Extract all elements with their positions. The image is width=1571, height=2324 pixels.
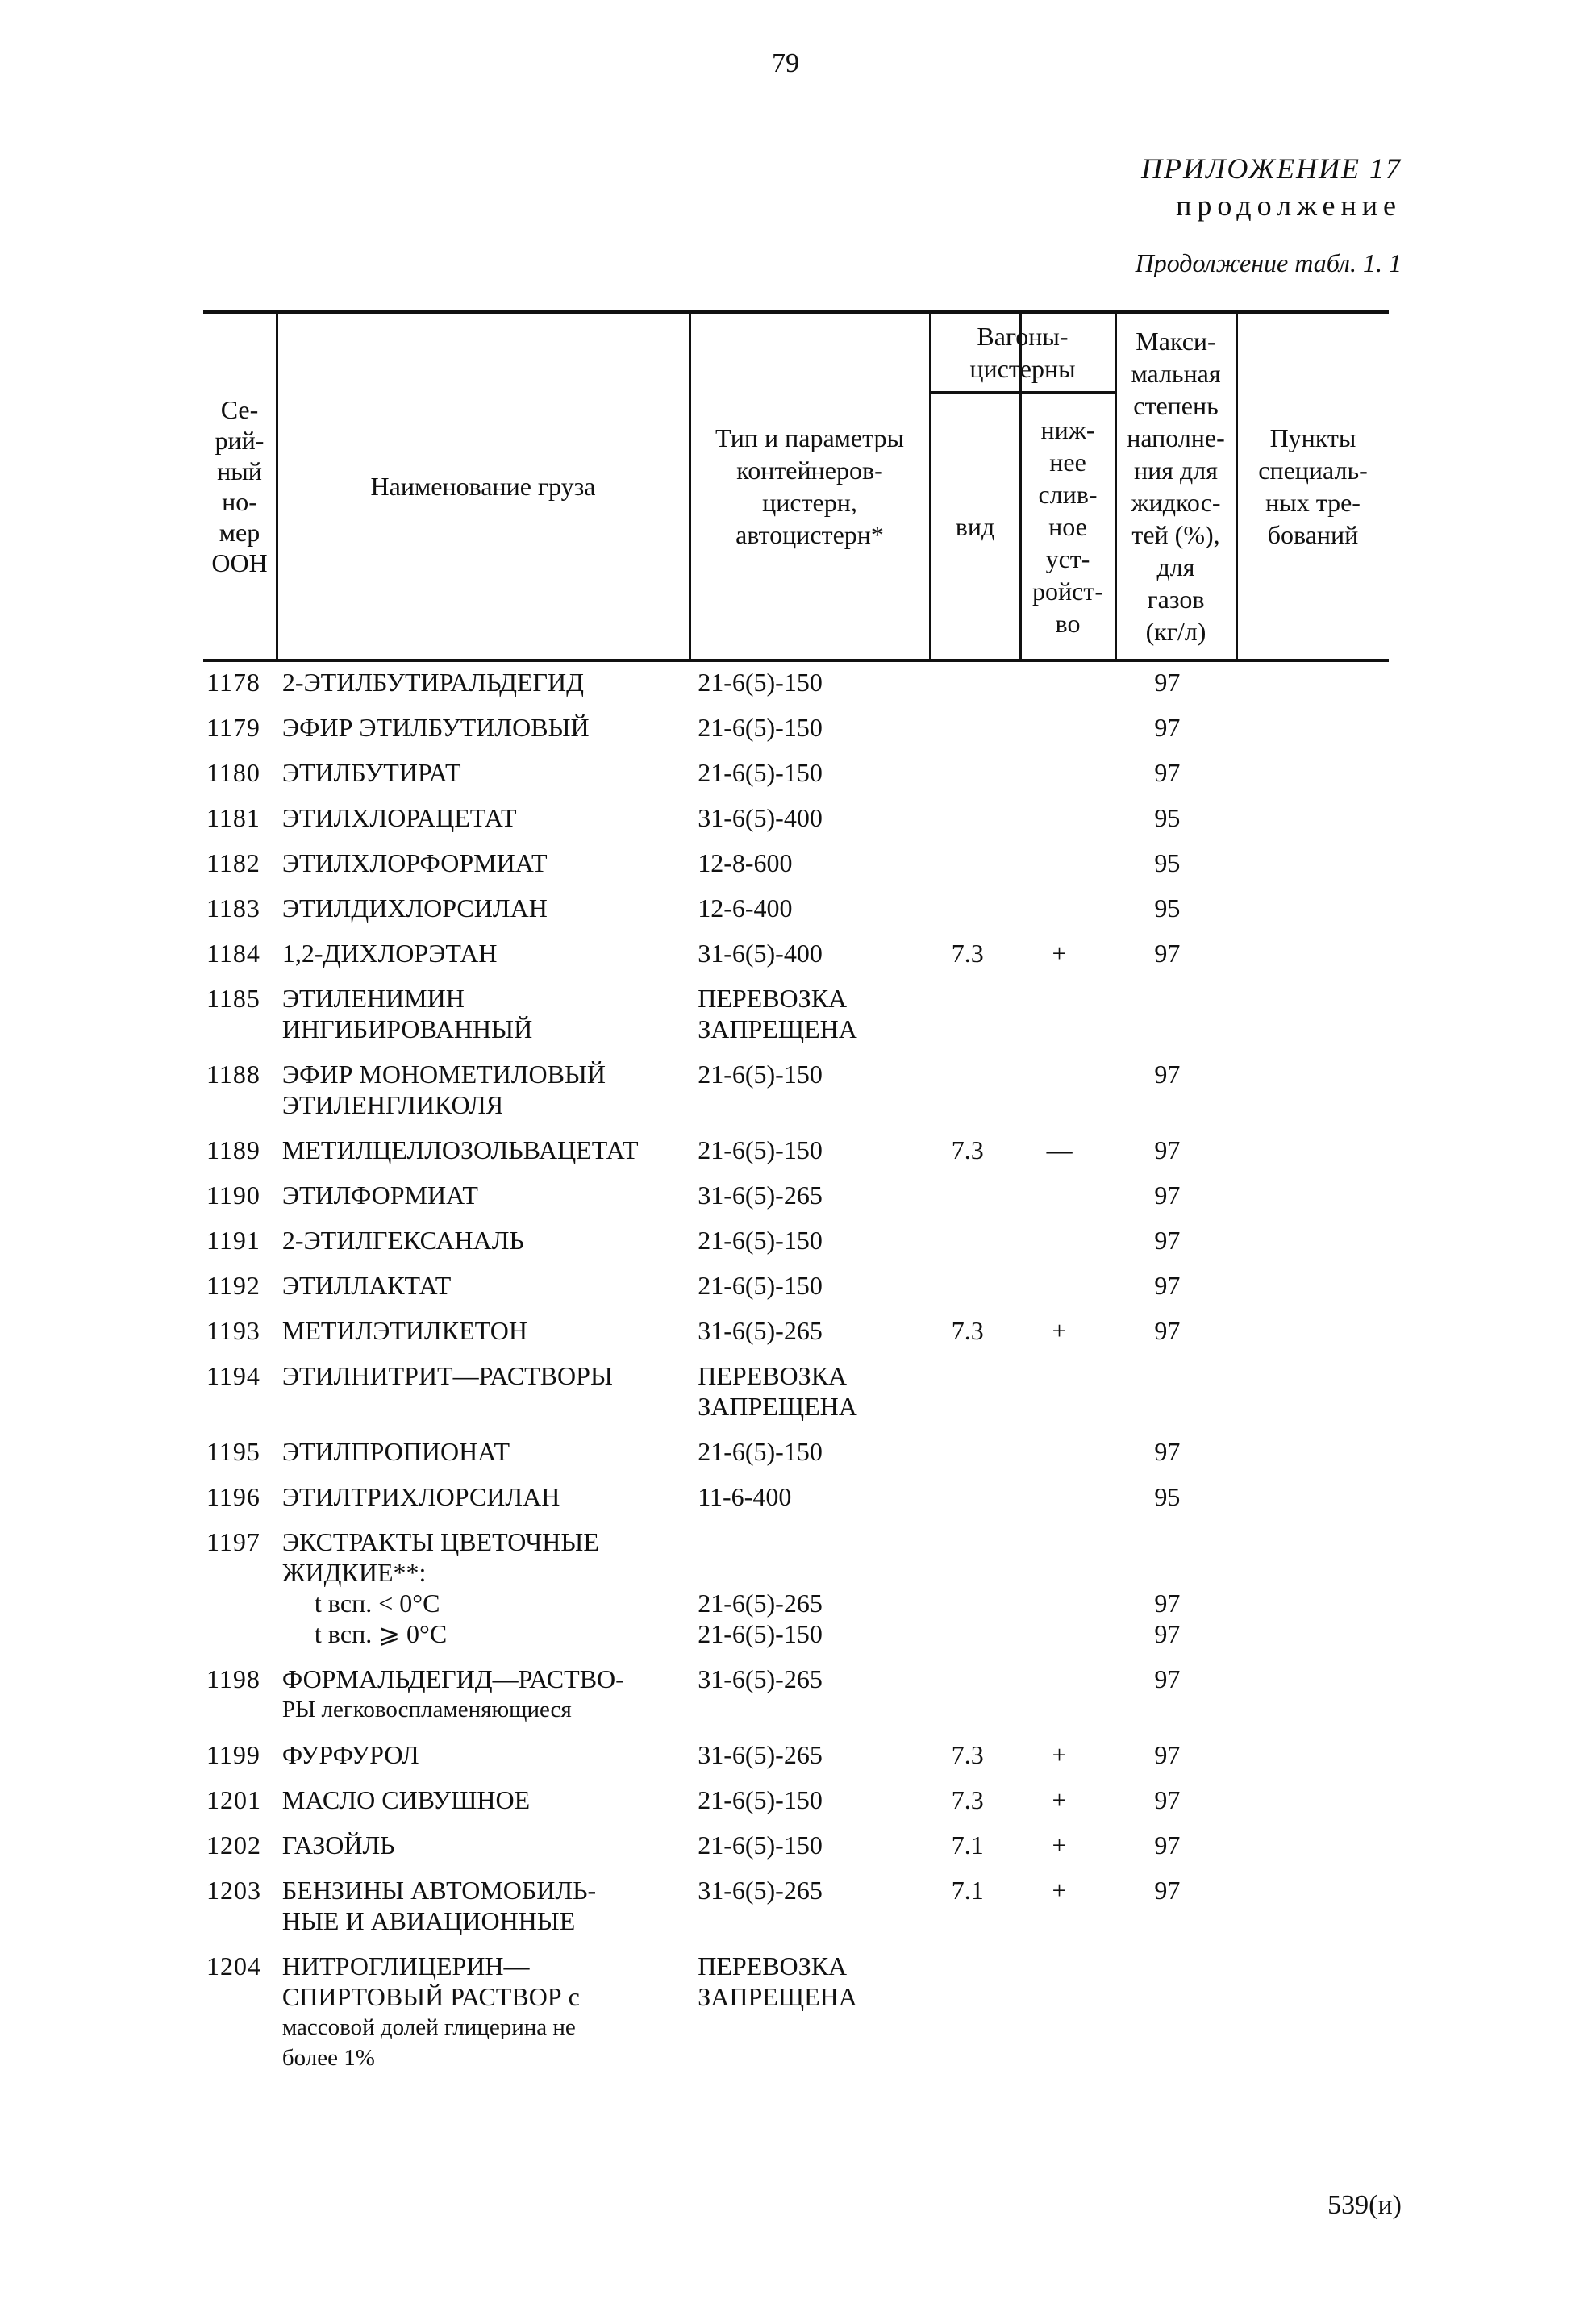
max-fill-line: 97 <box>1154 1271 1181 1300</box>
header-max-line: степень <box>1133 391 1219 420</box>
table-body <box>203 667 1389 2073</box>
cargo-name-line: ЭКСТРАКТЫ ЦВЕТОЧНЫЕ <box>281 1527 599 1556</box>
serial-number: 1192 <box>206 1271 260 1300</box>
max-fill <box>1106 1739 1227 1770</box>
cargo-name-line: НИТРОГЛИЦЕРИН— <box>281 1951 530 1980</box>
cargo-name-line: t вcп. < 0°С <box>314 1589 440 1618</box>
max-fill <box>1106 893 1227 923</box>
container-type <box>683 1315 923 1346</box>
cargo-name <box>273 1225 683 1256</box>
cargo-name <box>273 893 683 923</box>
container-type-line: ЗАПРЕЩЕНА <box>698 1392 857 1421</box>
bottom-drain: + <box>1052 1830 1067 1860</box>
header-serial-line: но- <box>222 487 257 516</box>
table-row <box>203 802 1389 833</box>
cargo-name <box>273 938 683 968</box>
container-type-line: 21-6(5)-150 <box>698 1135 823 1164</box>
max-fill <box>1106 712 1227 743</box>
container-type <box>683 1739 923 1770</box>
container-type <box>683 1225 923 1256</box>
table-row <box>203 1785 1389 1815</box>
cargo-name <box>273 667 683 698</box>
container-type <box>683 757 923 788</box>
container-type <box>683 893 923 923</box>
header-points-line: Пункты <box>1269 423 1356 452</box>
max-fill-line: 97 <box>1154 1226 1181 1255</box>
max-fill-line: 97 <box>1154 1181 1181 1210</box>
cargo-name-line: ФОРМАЛЬДЕГИД—РАСТВО- <box>281 1664 624 1693</box>
wagon-kind: 7.3 <box>951 1740 984 1769</box>
table-row <box>203 1180 1389 1210</box>
cargo-name-line: ЭТИЛНИТРИТ—РАСТВОРЫ <box>281 1361 613 1390</box>
header-points-line: специаль- <box>1258 456 1368 485</box>
header-special-requirements <box>1237 314 1389 659</box>
container-type <box>683 1785 923 1815</box>
max-fill-line: 97 <box>1154 1135 1181 1164</box>
cargo-name-line: ЭТИЛЕНИМИН <box>281 984 465 1013</box>
serial-number: 1203 <box>206 1876 261 1905</box>
wagon-kind: 7.3 <box>951 1785 984 1814</box>
cargo-name-line: ИНГИБИРОВАННЫЙ <box>281 1014 533 1043</box>
max-fill-line: 95 <box>1154 1482 1181 1511</box>
cargo-name <box>273 1664 683 1725</box>
max-fill-line <box>1106 1526 1227 1557</box>
cargo-name <box>273 1951 683 2073</box>
cargo-name <box>273 1180 683 1210</box>
table-row <box>203 712 1389 743</box>
container-type-line: ЗАПРЕЩЕНА <box>698 1982 857 2011</box>
appendix-heading <box>1141 150 1402 224</box>
serial-number: 1195 <box>206 1437 260 1466</box>
header-drain-line: во <box>1055 608 1081 638</box>
header-max-line: тей (%), <box>1131 520 1220 549</box>
wagon-kind: 7.3 <box>951 939 984 968</box>
header-wagons-line: цистерны <box>969 354 1076 383</box>
max-fill <box>1106 1951 1227 1981</box>
max-fill-line: 97 <box>1154 1785 1181 1814</box>
header-max-line: наполне- <box>1127 423 1225 452</box>
table-row <box>203 938 1389 968</box>
container-type-line: ПЕРЕВОЗКА <box>698 984 848 1013</box>
max-fill <box>1106 1875 1227 1905</box>
max-fill <box>1106 1481 1227 1512</box>
serial-number: 1184 <box>206 939 260 968</box>
cargo-name-line: ФУРФУРОЛ <box>281 1740 419 1769</box>
table-row <box>203 1135 1389 1165</box>
wagon-kind: 7.3 <box>951 1135 984 1164</box>
container-type-line: 21-6(5)-150 <box>698 1271 823 1300</box>
max-fill-line: 97 <box>1154 1437 1181 1466</box>
header-wagons-line: Вагоны- <box>977 322 1069 351</box>
container-type-line <box>698 1557 923 1588</box>
appendix-title: ПРИЛОЖЕНИЕ 17 <box>1141 152 1402 185</box>
container-type-line: 21-6(5)-150 <box>698 1437 823 1466</box>
table-row <box>203 757 1389 788</box>
table-row <box>203 1270 1389 1301</box>
cargo-name <box>273 1360 683 1391</box>
cargo-name-line: ЭТИЛЛАКТАТ <box>281 1271 452 1300</box>
container-type-line: 21-6(5)-150 <box>698 713 823 742</box>
max-fill-line: 97 <box>1154 1316 1181 1345</box>
cargo-name-line: ЭТИЛХЛОРФОРМИАТ <box>281 848 548 877</box>
max-fill <box>1106 1225 1227 1256</box>
cargo-name-line: ЭТИЛХЛОРАЦЕТАТ <box>281 803 517 832</box>
container-type-line <box>698 1526 923 1557</box>
max-fill-line: 97 <box>1154 1664 1181 1693</box>
cargo-name <box>273 1481 683 1512</box>
max-fill <box>1106 938 1227 968</box>
container-type <box>683 938 923 968</box>
container-type-line: 21-6(5)-150 <box>698 758 823 787</box>
header-max-line: (кг/л) <box>1145 617 1206 646</box>
serial-number: 1193 <box>206 1316 260 1345</box>
bottom-drain: + <box>1052 939 1067 968</box>
cargo-name-line: НЫЕ И АВИАЦИОННЫЕ <box>281 1906 576 1935</box>
cargo-name-line: ЭТИЛДИХЛОРСИЛАН <box>281 893 548 923</box>
cargo-name-line: массовой долей глицерина не <box>281 2014 576 2040</box>
max-fill-line: 97 <box>1154 668 1181 697</box>
serial-number: 1191 <box>206 1226 260 1255</box>
container-type-line: 21-6(5)-150 <box>698 668 823 697</box>
header-max-line: Макси- <box>1136 327 1216 356</box>
cargo-name <box>273 1830 683 1860</box>
table-row <box>203 1315 1389 1346</box>
container-type-line: 31-6(5)-265 <box>698 1876 823 1905</box>
container-type <box>683 1664 923 1694</box>
max-fill-line: 97 <box>1154 1830 1181 1860</box>
max-fill-line: 97 <box>1154 1876 1181 1905</box>
bottom-drain: + <box>1052 1876 1067 1905</box>
cargo-name <box>273 712 683 743</box>
serial-number: 1201 <box>206 1785 261 1814</box>
max-fill <box>1106 667 1227 698</box>
appendix-subtitle: продолжение <box>1176 190 1402 222</box>
table-continuation-label: Продолжение табл. 1. 1 <box>1135 248 1402 277</box>
container-type <box>683 983 923 1044</box>
header-type-line: цистерн, <box>762 488 857 517</box>
serial-number: 1204 <box>206 1951 261 1980</box>
serial-number: 1182 <box>206 848 260 877</box>
table-row <box>203 667 1389 698</box>
header-points-line: ных тре- <box>1265 488 1361 517</box>
table-row <box>203 1225 1389 1256</box>
container-type-line: ЗАПРЕЩЕНА <box>698 1014 857 1043</box>
serial-number: 1202 <box>206 1830 261 1860</box>
cargo-name-line: ЭТИЛЕНГЛИКОЛЯ <box>281 1090 504 1119</box>
container-type-line: 21-6(5)-150 <box>698 1785 823 1814</box>
container-type <box>683 1180 923 1210</box>
serial-number: 1199 <box>206 1740 260 1769</box>
cargo-name <box>273 1875 683 1936</box>
cargo-name <box>273 848 683 878</box>
container-type <box>683 1270 923 1301</box>
header-max-line: жидкос- <box>1131 488 1221 517</box>
cargo-name-line: 2-ЭТИЛБУТИРАЛЬДЕГИД <box>281 668 584 697</box>
container-type-line: 21-6(5)-150 <box>698 1226 823 1255</box>
bottom-drain: + <box>1052 1316 1067 1345</box>
cargo-name-line: МЕТИЛЭТИЛКЕТОН <box>281 1316 527 1345</box>
max-fill-line: 95 <box>1154 848 1181 877</box>
max-fill <box>1106 1135 1227 1165</box>
container-type <box>683 1830 923 1860</box>
cargo-name-line: 2-ЭТИЛГЕКСАНАЛЬ <box>281 1226 524 1255</box>
max-fill-line: 95 <box>1154 803 1181 832</box>
max-fill <box>1106 757 1227 788</box>
max-fill <box>1106 1270 1227 1301</box>
serial-number: 1181 <box>206 803 260 832</box>
cargo-name-line: ЭТИЛТРИХЛОРСИЛАН <box>281 1482 560 1511</box>
header-tank-wagons <box>931 314 1115 391</box>
bottom-drain: + <box>1052 1785 1067 1814</box>
cargo-name <box>273 757 683 788</box>
cargo-name <box>273 1436 683 1467</box>
header-container-type <box>690 314 929 659</box>
serial-number: 1179 <box>206 713 260 742</box>
footer-code: 539(и) <box>1327 2190 1402 2220</box>
cargo-name <box>273 1059 683 1120</box>
cargo-name-line: 1,2-ДИХЛОРЭТАН <box>281 939 498 968</box>
max-fill <box>1106 848 1227 878</box>
serial-number: 1197 <box>206 1527 260 1556</box>
max-fill <box>1106 1436 1227 1467</box>
max-fill <box>1106 1830 1227 1860</box>
header-wagon-kind: вид <box>955 511 995 541</box>
table-row <box>203 1360 1389 1422</box>
max-fill-line: 97 <box>1154 713 1181 742</box>
table-row <box>203 1739 1389 1770</box>
cargo-name-line: более 1% <box>281 2045 375 2071</box>
bottom-drain: + <box>1052 1740 1067 1769</box>
container-type <box>683 802 923 833</box>
cargo-name-line: БЕНЗИНЫ АВТОМОБИЛЬ- <box>281 1876 597 1905</box>
wagon-kind: 7.1 <box>951 1830 984 1860</box>
container-type-line: 12-8-600 <box>698 848 793 877</box>
cargo-name <box>273 1270 683 1301</box>
container-type <box>683 1059 923 1089</box>
header-type-line: контейнеров- <box>736 456 883 485</box>
serial-number: 1178 <box>206 668 260 697</box>
cargo-name <box>273 1785 683 1815</box>
container-type-line: ПЕРЕВОЗКА <box>698 1951 848 1980</box>
cargo-name-line: ЭТИЛПРОПИОНАТ <box>281 1437 510 1466</box>
container-type-line: 21-6(5)-150 <box>698 1619 823 1648</box>
table-row <box>203 1526 1389 1649</box>
header-serial-number <box>203 314 276 659</box>
container-type <box>683 712 923 743</box>
header-type-line: автоцистерн* <box>735 520 884 549</box>
max-fill <box>1106 983 1227 1014</box>
container-type-line: 21-6(5)-150 <box>698 1830 823 1860</box>
table-row <box>203 1664 1389 1725</box>
serial-number: 1189 <box>206 1135 260 1164</box>
header-max-line: ния для <box>1134 456 1218 485</box>
header-cargo-name: Наименование груза <box>370 472 596 501</box>
header-bottom-drain <box>1021 394 1115 659</box>
max-fill-line <box>1106 983 1227 1014</box>
header-serial-line: ООН <box>211 548 268 577</box>
header-drain-line: ное <box>1048 511 1087 541</box>
max-fill-line <box>1106 1951 1227 1981</box>
cargo-name <box>273 1739 683 1770</box>
container-type <box>683 1436 923 1467</box>
header-serial-line: Се- <box>220 395 259 424</box>
max-fill-line: 95 <box>1154 893 1181 923</box>
table-row <box>203 1875 1389 1936</box>
max-fill-line: 97 <box>1154 1589 1181 1618</box>
cargo-name-line: ЭФИР МОНОМЕТИЛОВЫЙ <box>281 1060 606 1089</box>
container-type-line: 11-6-400 <box>698 1482 792 1511</box>
cargo-name <box>273 1315 683 1346</box>
serial-number: 1196 <box>206 1482 260 1511</box>
cargo-name-line: ЭФИР ЭТИЛБУТИЛОВЫЙ <box>281 713 590 742</box>
serial-number: 1198 <box>206 1664 260 1693</box>
cargo-name-line: СПИРТОВЫЙ РАСТВОР с <box>281 1982 580 2011</box>
container-type <box>683 1875 923 1905</box>
table-row <box>203 1059 1389 1120</box>
container-type-line: ПЕРЕВОЗКА <box>698 1361 848 1390</box>
cargo-table <box>203 310 1389 2088</box>
header-serial-line: ный <box>217 456 262 485</box>
header-max-line: для <box>1156 552 1195 581</box>
max-fill-line: 97 <box>1154 939 1181 968</box>
container-type <box>683 848 923 878</box>
header-drain-line: нее <box>1049 447 1086 477</box>
cargo-name-line: t вcп. ⩾ 0°С <box>314 1619 448 1648</box>
max-fill-line: 97 <box>1154 1060 1181 1089</box>
cargo-name-line: ГАЗОЙЛЬ <box>281 1830 395 1860</box>
max-fill <box>1106 1360 1227 1391</box>
max-fill-line: 97 <box>1154 758 1181 787</box>
container-type-line: 21-6(5)-265 <box>698 1589 823 1618</box>
cargo-name <box>273 983 683 1044</box>
serial-number: 1190 <box>206 1181 260 1210</box>
page-number: 79 <box>772 48 799 78</box>
cargo-name-line: ЖИДКИЕ**: <box>281 1558 427 1587</box>
table-header <box>203 310 1389 662</box>
container-type-line: 31-6(5)-265 <box>698 1740 823 1769</box>
container-type <box>683 1360 923 1422</box>
container-type-line: 31-6(5)-400 <box>698 939 823 968</box>
container-type-line: 21-6(5)-150 <box>698 1060 823 1089</box>
max-fill <box>1106 1059 1227 1089</box>
max-fill-line: 97 <box>1154 1740 1181 1769</box>
table-row <box>203 1436 1389 1467</box>
header-max-line: мальная <box>1131 359 1221 388</box>
header-drain-line: ниж- <box>1040 414 1095 444</box>
serial-number: 1185 <box>206 984 260 1013</box>
max-fill <box>1106 1180 1227 1210</box>
max-fill <box>1106 1315 1227 1346</box>
max-fill <box>1106 1526 1227 1649</box>
container-type <box>683 1951 923 2012</box>
bottom-drain: — <box>1046 1135 1073 1164</box>
container-type <box>683 1481 923 1512</box>
serial-number: 1194 <box>206 1361 260 1390</box>
cargo-name-line: МЕТИЛЦЕЛЛОЗОЛЬВАЦЕТАТ <box>281 1135 639 1164</box>
cargo-name <box>273 1135 683 1165</box>
header-type-line: Тип и параметры <box>715 423 904 452</box>
container-type-line: 31-6(5)-265 <box>698 1181 823 1210</box>
wagon-kind: 7.3 <box>951 1316 984 1345</box>
table-row <box>203 893 1389 923</box>
serial-number: 1183 <box>206 893 260 923</box>
cargo-name-line: РЫ легковоспламеняющиеся <box>281 1697 572 1722</box>
max-fill-line <box>1106 1557 1227 1588</box>
table-row <box>203 848 1389 878</box>
container-type-line: 31-6(5)-400 <box>698 803 823 832</box>
serial-number: 1180 <box>206 758 260 787</box>
max-fill-line <box>1106 1360 1227 1391</box>
table-row <box>203 1951 1389 2073</box>
max-fill <box>1106 1785 1227 1815</box>
max-fill <box>1106 802 1227 833</box>
header-serial-line: мер <box>219 518 260 547</box>
container-type-line: 12-6-400 <box>698 893 793 923</box>
header-drain-line: уст- <box>1045 544 1090 573</box>
container-type <box>683 1135 923 1165</box>
header-drain-line: ройст- <box>1032 576 1103 606</box>
max-fill <box>1106 1664 1227 1694</box>
table-row <box>203 1830 1389 1860</box>
cargo-name-line: ЭТИЛФОРМИАТ <box>281 1181 478 1210</box>
max-fill-line: 97 <box>1154 1619 1181 1648</box>
container-type <box>683 1526 923 1649</box>
header-drain-line: слив- <box>1038 479 1098 509</box>
cargo-name-line: МАСЛО СИВУШНОЕ <box>281 1785 531 1814</box>
container-type-line: 31-6(5)-265 <box>698 1664 823 1693</box>
header-max-line: газов <box>1147 585 1205 614</box>
table-row <box>203 1481 1389 1512</box>
header-points-line: бований <box>1267 520 1359 549</box>
cargo-name-line: ЭТИЛБУТИРАТ <box>281 758 461 787</box>
container-type <box>683 667 923 698</box>
cargo-name <box>273 1526 683 1649</box>
serial-number: 1188 <box>206 1060 260 1089</box>
wagon-kind: 7.1 <box>951 1876 984 1905</box>
table-row <box>203 983 1389 1044</box>
header-max-fill <box>1116 314 1236 659</box>
cargo-name <box>273 802 683 833</box>
container-type-line: 31-6(5)-265 <box>698 1316 823 1345</box>
header-serial-line: рий- <box>215 426 265 455</box>
